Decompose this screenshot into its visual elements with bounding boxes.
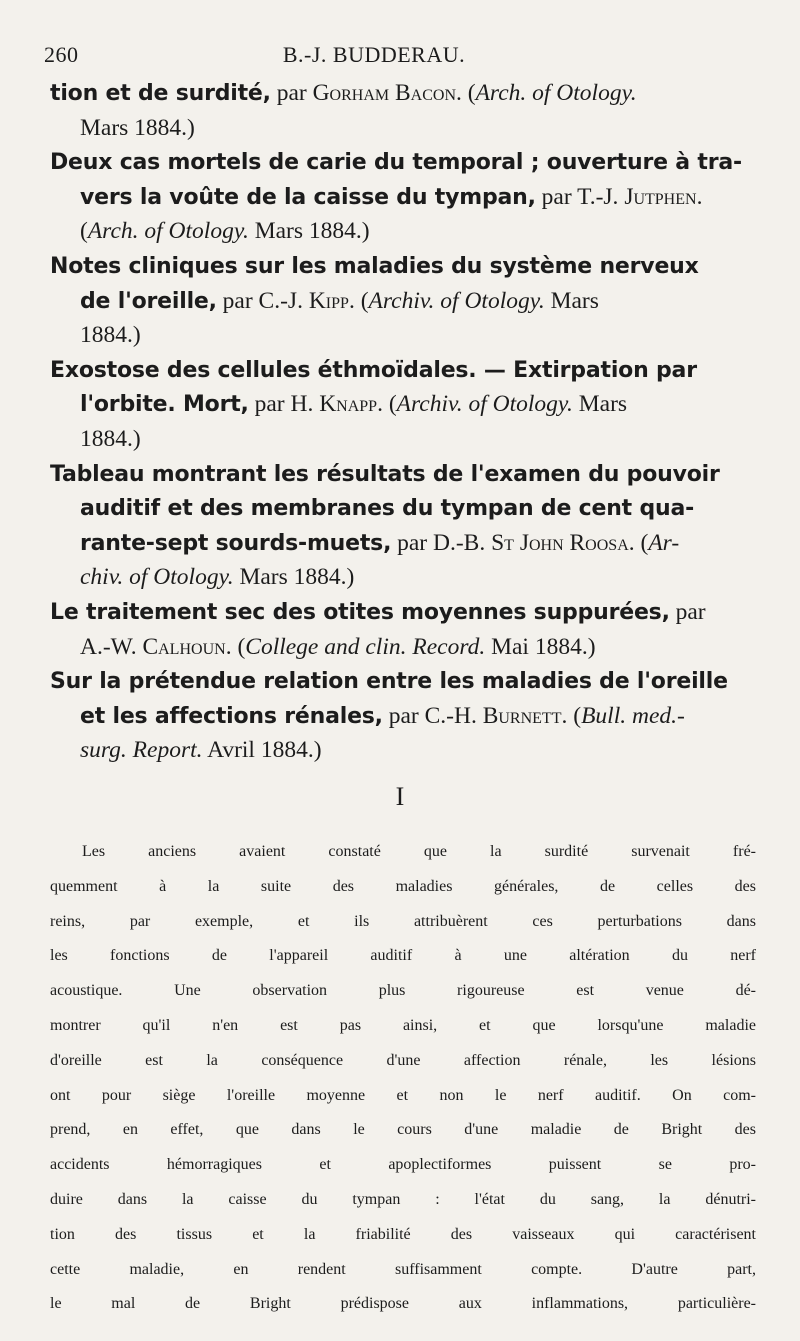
entry-title: Notes cliniques sur les maladies du système nerveux	[50, 253, 699, 279]
paragraph-line: reins, par exemple, et ils attribuèrent ces perturbations dans	[50, 912, 756, 930]
entry-text: Mars	[572, 391, 628, 418]
page-header	[44, 42, 704, 72]
paragraph-line: montrer qu'il n'en est pas ainsi, et que lorsqu'une maladie	[50, 1016, 756, 1034]
author-name: Kipp	[308, 287, 349, 314]
entry-text: A.-W.	[80, 633, 143, 660]
bibliography-line	[50, 664, 756, 699]
paragraph-line: Les anciens avaient constaté que la surdité survenait fré-	[82, 843, 756, 860]
entry-text: . (	[348, 287, 369, 314]
bibliography-line	[50, 560, 756, 595]
paragraph-line: prend, en effet, que dans le cours d'une maladie de Bright des	[50, 1121, 756, 1139]
entry-text: . (	[561, 702, 582, 729]
author-name: St John Roosa	[491, 529, 629, 556]
body-text	[50, 843, 756, 1330]
paragraph-line: ont pour siège l'oreille moyenne et non le nerf auditif. On com-	[50, 1086, 756, 1104]
author-name: Gorham Bacon	[312, 80, 456, 106]
entry-text: par D.-B.	[391, 529, 492, 556]
journal-name: Ar-	[648, 529, 680, 556]
bibliography-line	[50, 111, 756, 146]
entry-text: par C.-H.	[382, 702, 483, 729]
entry-title: de l'oreille,	[80, 288, 217, 314]
bibliography-line	[50, 699, 756, 734]
bibliography-line	[50, 249, 756, 284]
entry-text: Mars 1884.)	[233, 564, 355, 591]
paragraph-line: d'oreille est la conséquence d'une affection rénale, les lésions	[50, 1051, 756, 1069]
bibliography-line	[50, 76, 756, 111]
entry-text: par	[669, 598, 706, 625]
journal-name: Archiv. of Otology.	[368, 287, 545, 314]
entry-title: Tableau montrant les résultats de l'examen du pouvoir	[50, 461, 720, 487]
bibliography-line	[50, 214, 756, 249]
bibliography-line	[50, 387, 756, 422]
journal-name: College and clin. Record.	[245, 633, 486, 660]
entry-title: Exostose des cellules éthmoïdales. — Extirpation par	[50, 357, 697, 383]
entry-text: . (	[456, 80, 476, 106]
entry-title: vers la voûte de la caisse du tympan,	[80, 184, 536, 210]
journal-name: Arch. of Otology.	[87, 218, 249, 245]
entry-text: par H.	[248, 391, 320, 418]
entry-text: Mars	[544, 287, 599, 314]
bibliography-line	[50, 733, 756, 768]
entry-title: tion et de surdité,	[50, 81, 271, 106]
paragraph-line: acoustique. Une observation plus rigoureuse est venue dé-	[50, 982, 756, 1000]
entry-text: par T.-J.	[535, 183, 625, 210]
section-number: I	[395, 782, 405, 811]
author-name: Calhoun	[142, 633, 226, 660]
entry-text: . (	[628, 529, 649, 556]
bibliography-line	[50, 457, 756, 492]
entry-title: rante-sept sourds-muets,	[80, 530, 392, 556]
entry-text: . (	[377, 391, 397, 418]
entry-title: Le traitement sec des otites moyennes suppurées,	[50, 599, 670, 625]
entry-title: et les affections rénales,	[80, 703, 383, 729]
bibliography-line	[50, 284, 756, 319]
bibliography-list	[50, 76, 756, 768]
paragraph-line: les fonctions de l'appareil auditif à une altération du nerf	[50, 947, 756, 965]
bibliography-line	[50, 180, 756, 215]
paragraph-line: le mal de Bright prédispose aux inflammations, particulière-	[50, 1295, 756, 1313]
bibliography-line	[50, 353, 756, 388]
author-name: Jutphen	[624, 183, 697, 210]
bibliography-line	[50, 318, 756, 353]
entry-text: 1884.)	[80, 425, 141, 452]
entry-title: auditif et des membranes du tympan de cent qua-	[80, 496, 695, 522]
paragraph-line: accidents hémorragiques et apoplectiformes puissent se pro-	[50, 1156, 756, 1174]
entry-text: .	[696, 183, 703, 210]
page-number: 260	[44, 42, 79, 67]
bibliography-line	[50, 422, 756, 457]
journal-name: Archiv. of Otology.	[396, 391, 573, 418]
author-name: Knapp	[319, 391, 378, 418]
bibliography-line	[50, 526, 756, 561]
entry-text: par	[270, 80, 313, 106]
entry-title: Sur la prétendue relation entre les maladies de l'oreille	[50, 669, 728, 695]
entry-text: Mai 1884.)	[485, 633, 596, 660]
bibliography-line	[50, 630, 756, 665]
paragraph-line: duire dans la caisse du tympan : l'état du sang, la dénutri-	[50, 1190, 756, 1208]
journal-name: Bull. med.-	[581, 702, 685, 729]
entry-text: par C.-J.	[216, 287, 309, 314]
journal-name: chiv. of Otology.	[80, 564, 234, 591]
entry-title: Deux cas mortels de carie du temporal ; ouverture à tra-	[50, 150, 742, 176]
journal-name: surg. Report.	[80, 737, 203, 764]
paragraph-line: tion des tissus et la friabilité des vaisseaux qui caractérisent	[50, 1225, 756, 1243]
entry-text: Mars 1884.)	[80, 114, 195, 141]
entry-text: Mars 1884.)	[248, 218, 370, 245]
entry-text: Avril 1884.)	[202, 737, 322, 764]
entry-text: . (	[225, 633, 246, 660]
bibliography-line	[50, 491, 756, 526]
paragraph-line: quemment à la suite des maladies générales, de celles des	[50, 877, 756, 895]
bibliography-line	[50, 595, 756, 630]
entry-text: 1884.)	[80, 322, 141, 349]
entry-title: l'orbite. Mort,	[80, 392, 249, 418]
bibliography-line	[50, 145, 756, 180]
journal-name: Arch. of Otology.	[475, 80, 637, 106]
author-name: Burnett	[482, 702, 562, 729]
running-head: B.-J. BUDDERAU.	[282, 42, 466, 67]
paragraph-line: cette maladie, en rendent suffisamment compte. D'autre part,	[50, 1260, 756, 1278]
entry-text: (	[80, 218, 88, 245]
